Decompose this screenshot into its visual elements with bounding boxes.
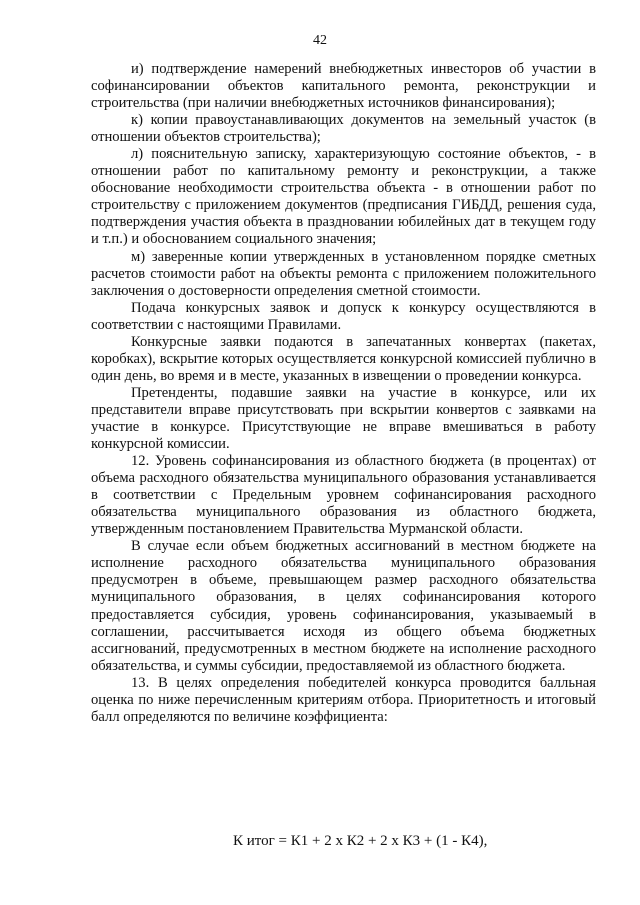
- paragraph-item-l: л) пояснительную записку, характеризующую состояние объектов, - в отношении работ по капитальному ремонту и реконструкции, а также обоснование необходимости строительства объекта - в отношении работ по строительству с приложением документов (предписания ГИБДД, решения суда, подтверждения участия объекта в праздновании юбилейных дат в текущем году и т.п.) и обоснованием социального значения;: [91, 146, 596, 248]
- paragraph-applicants: Претенденты, подавшие заявки на участие в конкурсе, или их представители вправе присутствовать при вскрытии конвертов с заявками на участие в конкурсе. Присутствующие не вправе вмешиваться в работу конкурсной комиссии.: [91, 384, 596, 453]
- paragraph-item-k: к) копии правоустанавливающих документов на земельный участок (в отношении объектов строительства);: [91, 112, 596, 146]
- page-number: 42: [313, 33, 327, 48]
- paragraph-item-m: м) заверенные копии утвержденных в установленном порядке сметных расчетов стоимости работ на объекты ремонта с приложением положительного заключения о достоверности определения сметной стоимости.: [91, 248, 596, 299]
- paragraph-section-13: 13. В целях определения победителей конкурса проводится балльная оценка по ниже перечисленным критериям отбора. Приоритетность и итоговый балл определяются по величине коэффициента:: [91, 674, 596, 725]
- formula: К итог = К1 + 2 х К2 + 2 х К3 + (1 - К4),: [233, 833, 488, 849]
- paragraph-submission: Подача конкурсных заявок и допуск к конкурсу осуществляются в соответствии с настоящими Правилами.: [91, 299, 596, 333]
- paragraph-item-i: и) подтверждение намерений внебюджетных инвесторов об участии в софинансировании объектов капитального ремонта, реконструкции и строительства (при наличии внебюджетных источников финансирования);: [91, 61, 596, 112]
- paragraph-section-12: 12. Уровень софинансирования из областного бюджета (в процентах) от объема расходного обязательства муниципального образования устанавливается в соответствии с Предельным уровнем софинансирования расходного обязательства муниципального образования из областного бюджета, утвержденным постановлением Правительства Мурманской области.: [91, 453, 596, 538]
- document-body: [91, 61, 596, 726]
- paragraph-sealed-envelopes: Конкурсные заявки подаются в запечатанных конвертах (пакетах, коробках), вскрытие которых осуществляется конкурсной комиссией публично в один день, во время и в месте, указанных в извещении о проведении конкурса.: [91, 333, 596, 384]
- paragraph-budget-allocations: В случае если объем бюджетных ассигнований в местном бюджете на исполнение расходного обязательства муниципального образования предусмотрен в объеме, превышающем размер расходного обязательства муниципального образования, в целях софинансирования которого предоставляется субсидия, уровень софинансирования, указываемый в соглашении, рассчитывается исходя из общего объема бюджетных ассигнований, предусмотренных в местном бюджете на исполнение расходного обязательства, и суммы субсидии, предоставляемой из областного бюджета.: [91, 538, 596, 674]
